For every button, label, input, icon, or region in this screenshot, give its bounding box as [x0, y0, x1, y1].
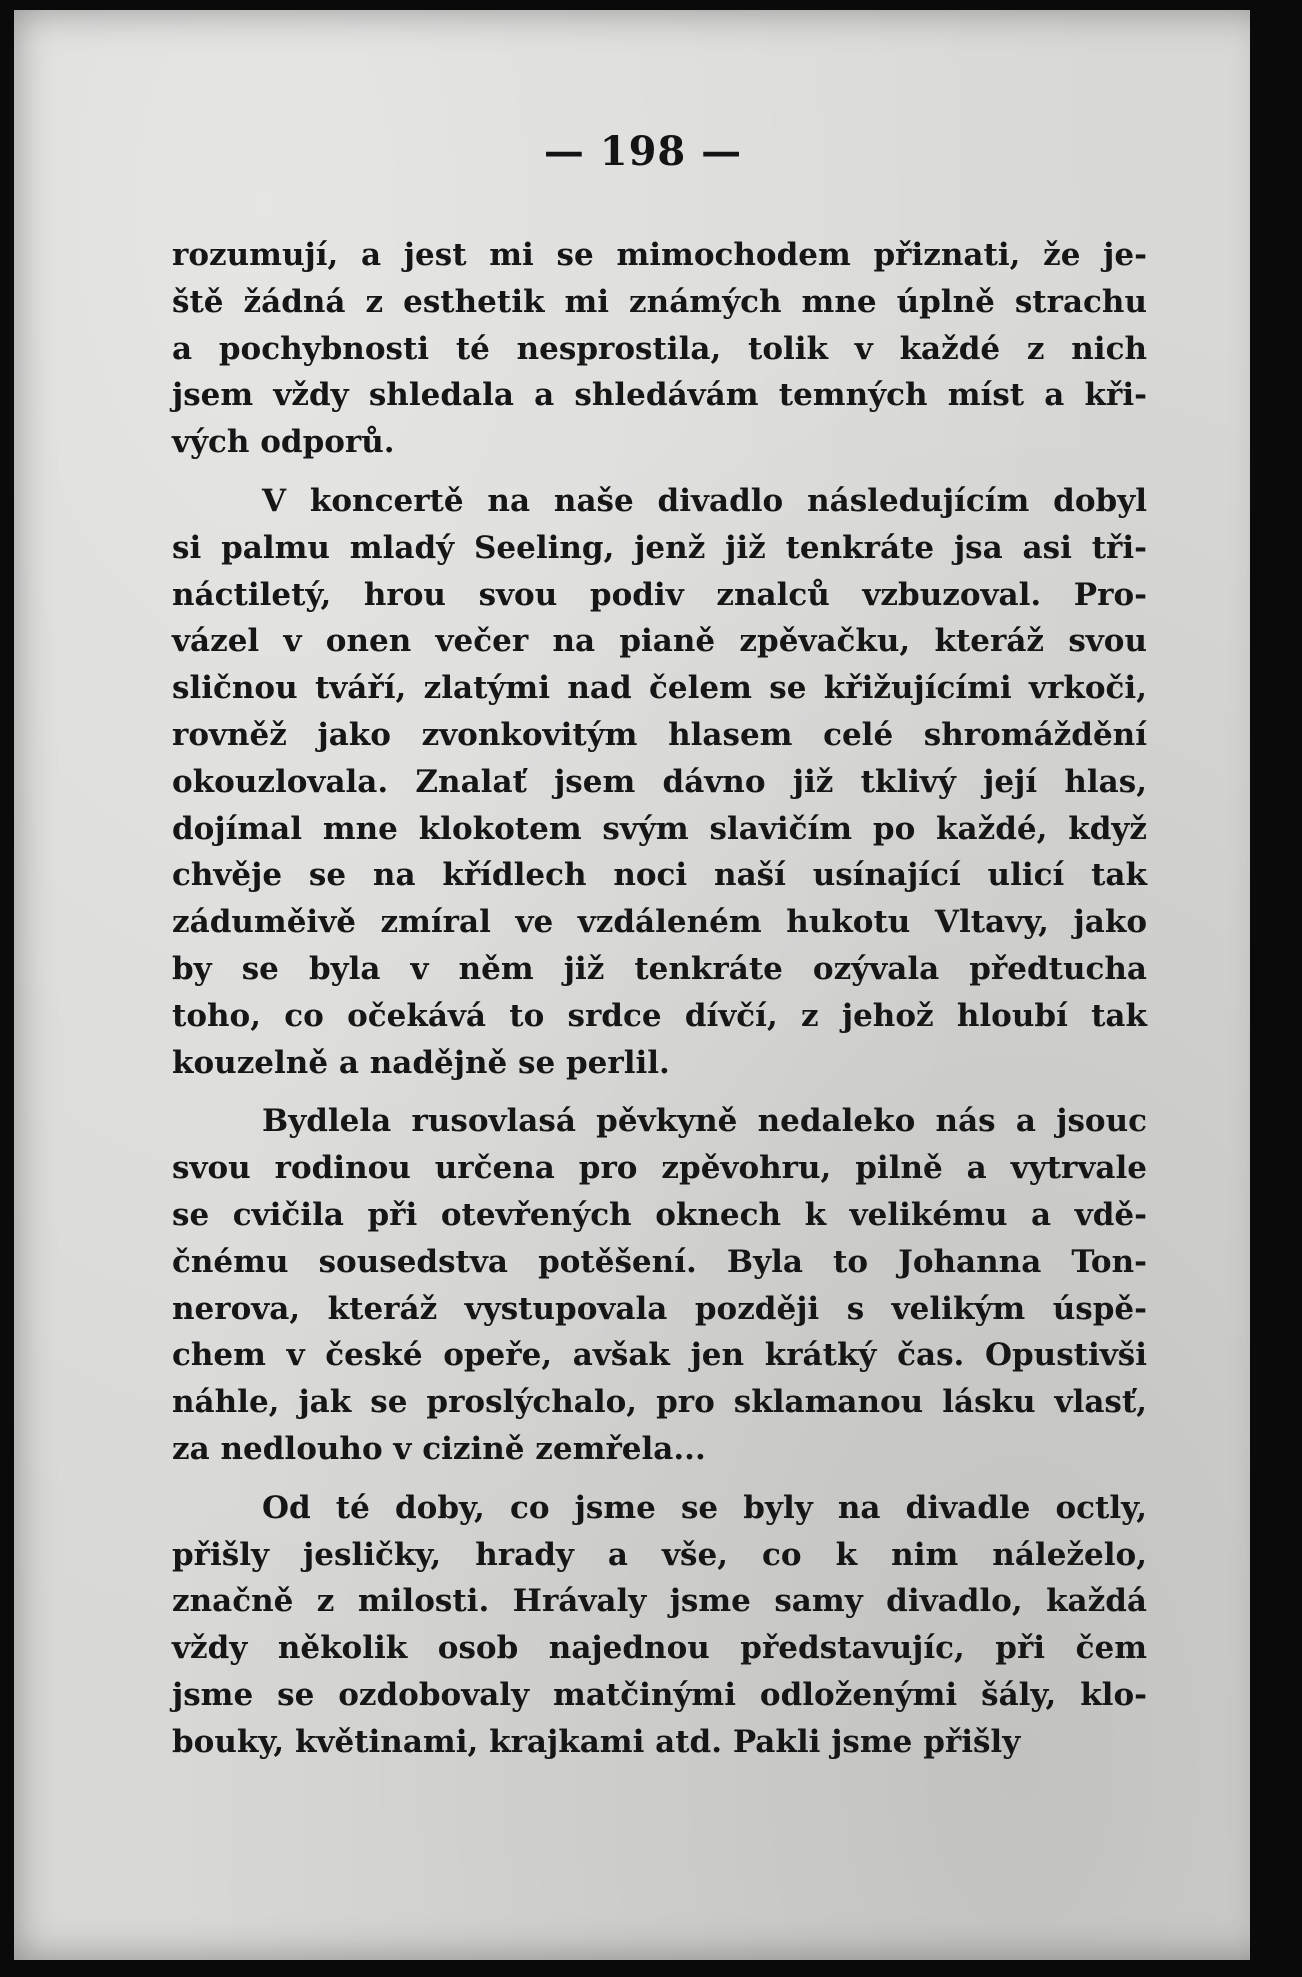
page-number: — 198 — — [543, 128, 743, 175]
text-line: ště žádná z esthetik mi známých mne úplně strachu — [172, 283, 1147, 320]
text-line: okouzlovala. Znalať jsem dávno již tklivý její hlas, — [172, 763, 1147, 800]
text-line: náhle, jak se proslýchalo, pro sklamanou lásku vlasť, — [172, 1384, 1147, 1421]
text-line: náctiletý, hrou svou podiv znalců vzbuzoval. Pro- — [172, 576, 1147, 613]
text-line: jsme se ozdobovaly matčinými odloženými šály, klo- — [172, 1676, 1147, 1713]
text-line: chvěje se na křídlech noci naší usínající ulicí tak — [172, 857, 1147, 894]
book-page — [14, 10, 1272, 1960]
page-edge-shadow — [1250, 10, 1272, 1960]
text-line: značně z milosti. Hrávaly jsme samy divadlo, každá — [172, 1583, 1147, 1620]
text-line: V koncertě na naše divadlo následujícím dobyl — [262, 482, 1147, 519]
paragraph — [172, 1485, 1147, 1766]
text-line: za nedlouho v cizině zemřela... — [172, 1430, 706, 1467]
paragraph-gap — [172, 466, 1147, 478]
paragraph — [172, 1098, 1147, 1472]
text-line: a pochybnosti té nesprostila, tolik v každé z nich — [172, 330, 1147, 367]
paragraph — [172, 478, 1147, 1086]
text-line: Bydlela rusovlasá pěvkyně nedaleko nás a jsouc — [262, 1103, 1147, 1140]
text-line: vždy několik osob najednou představujíc, při čem — [172, 1630, 1147, 1667]
body-text — [172, 232, 1147, 1766]
text-line: přišly jesličky, hrady a vše, co k nim náleželo, — [172, 1536, 1147, 1573]
paragraph — [172, 232, 1147, 466]
text-line: vázel v onen večer na pianě zpěvačku, kteráž svou — [172, 623, 1147, 660]
text-line: rozumují, a jest mi se mimochodem přiznati, že je- — [172, 237, 1147, 273]
text-line: dojímal mne klokotem svým slavičím po každé, když — [172, 810, 1147, 847]
text-line: se cvičila při otevřených oknech k velikému a vdě- — [172, 1196, 1147, 1233]
text-line: kouzelně a nadějně se perlil. — [172, 1044, 670, 1081]
text-line: čnému sousedstva potěšení. Byla to Johanna Ton- — [172, 1243, 1147, 1280]
text-line: Od té doby, co jsme se byly na divadle octly, — [262, 1489, 1147, 1526]
paragraph-gap — [172, 1086, 1147, 1098]
text-line: toho, co očekává to srdce dívčí, z jehož hloubí tak — [172, 997, 1147, 1034]
text-line: vých odporů. — [172, 424, 395, 461]
text-line: rovněž jako zvonkovitým hlasem celé shromáždění — [172, 716, 1147, 753]
text-line: svou rodinou určena pro zpěvohru, pilně a vytrvale — [172, 1150, 1147, 1187]
text-line: nerova, kteráž vystupovala později s velikým úspě- — [172, 1290, 1147, 1327]
text-line: sličnou tváří, zlatými nad čelem se křižujícími vrkoči, — [172, 670, 1147, 707]
text-line: záduměivě zmíral ve vzdáleném hukotu Vltavy, jako — [172, 904, 1147, 941]
text-line: by se byla v něm již tenkráte ozývala předtucha — [172, 950, 1147, 987]
text-line: jsem vždy shledala a shledávám temných míst a kři- — [172, 377, 1147, 414]
text-line: si palmu mladý Seeling, jenž již tenkráte jsa asi tři- — [172, 529, 1147, 566]
paragraph-gap — [172, 1473, 1147, 1485]
text-line: chem v české opeře, avšak jen krátký čas. Opustivši — [172, 1337, 1147, 1374]
text-line: bouky, květinami, krajkami atd. Pakli jsme přišly — [172, 1723, 1021, 1760]
